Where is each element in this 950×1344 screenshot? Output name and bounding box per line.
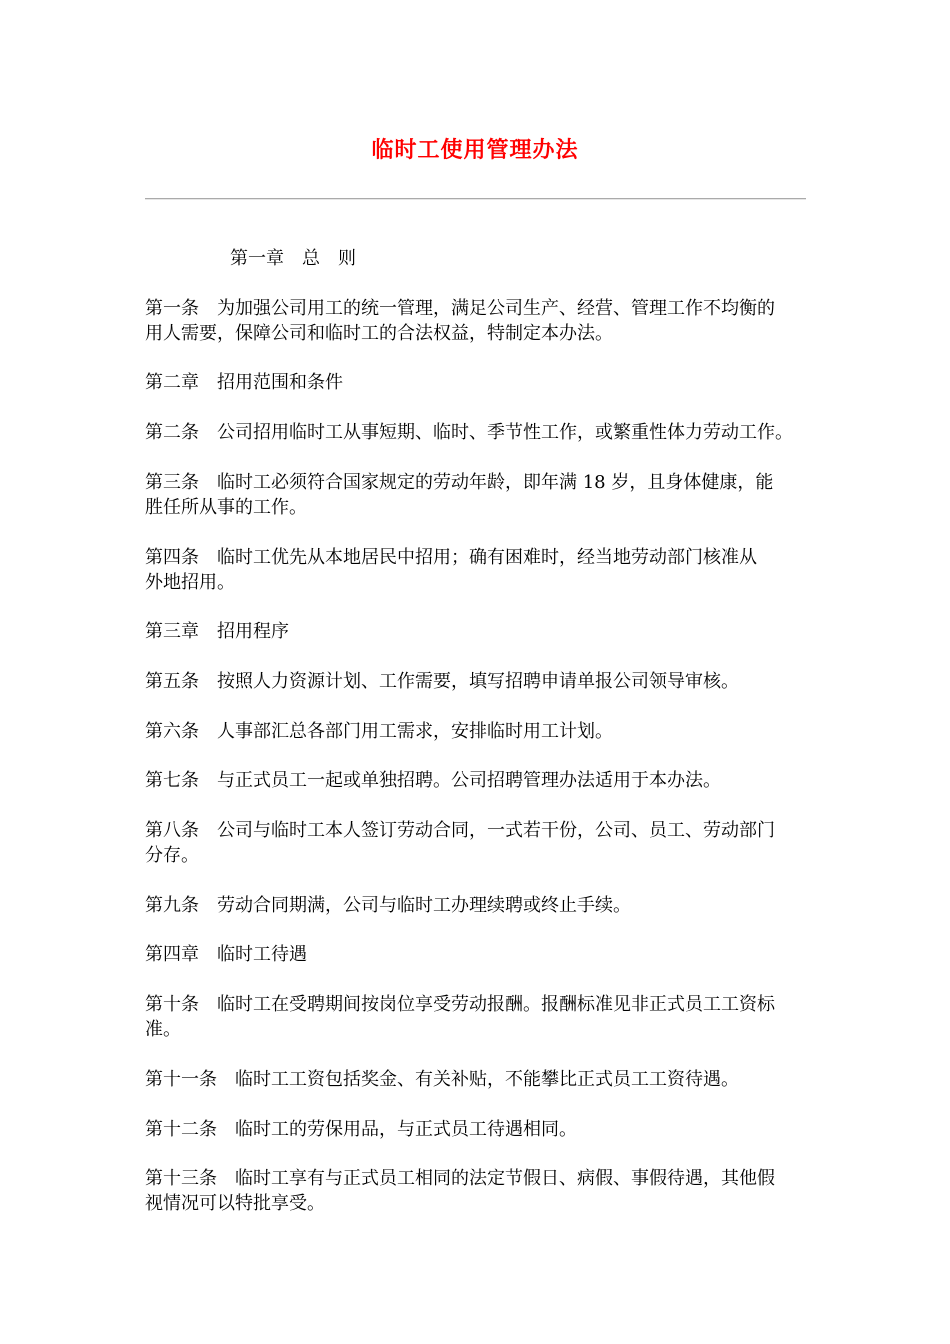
paragraph-line: 第十条 临时工在受聘期间按岗位享受劳动报酬。报酬标准见非正式员工工资标	[145, 994, 775, 1015]
document-title: 临时工使用管理办法	[371, 138, 579, 163]
paragraph-line: 第一章 总 则	[230, 248, 356, 269]
paragraph-line: 用人需要，保障公司和临时工的合法权益，特制定本办法。	[145, 323, 613, 344]
chapter-heading	[145, 370, 815, 395]
paragraph-line: 第五条 按照人力资源计划、工作需要，填写招聘申请单报公司领导审核。	[145, 671, 739, 692]
paragraph-line: 外地招用。	[145, 572, 235, 593]
article-paragraph	[145, 470, 815, 520]
paragraph-line: 第八条 公司与临时工本人签订劳动合同，一式若干份，公司、员工、劳动部门	[145, 820, 775, 841]
paragraph-line: 第七条 与正式员工一起或单独招聘。公司招聘管理办法适用于本办法。	[145, 770, 721, 791]
article-paragraph	[145, 545, 815, 595]
title-divider	[145, 198, 806, 200]
article-paragraph	[145, 992, 815, 1042]
paragraph-line: 第十二条 临时工的劳保用品，与正式员工待遇相同。	[145, 1119, 577, 1140]
paragraph-line: 第十一条 临时工工资包括奖金、有关补贴，不能攀比正式员工工资待遇。	[145, 1069, 739, 1090]
paragraph-line: 第十三条 临时工享有与正式员工相同的法定节假日、病假、事假待遇，其他假	[145, 1168, 775, 1189]
chapter-heading	[145, 619, 815, 644]
paragraph-line: 第一条 为加强公司用工的统一管理，满足公司生产、经营、管理工作不均衡的	[145, 298, 775, 319]
paragraph-line: 准。	[145, 1019, 181, 1040]
paragraph-line: 胜任所从事的工作。	[145, 497, 307, 518]
paragraph-line: 第二条 公司招用临时工从事短期、临时、季节性工作，或繁重性体力劳动工作。	[145, 422, 793, 443]
article-paragraph	[145, 719, 815, 744]
article-paragraph	[145, 296, 815, 346]
paragraph-line: 视情况可以特批享受。	[145, 1193, 325, 1214]
chapter-heading	[145, 942, 815, 967]
paragraph-line: 第六条 人事部汇总各部门用工需求，安排临时用工计划。	[145, 721, 613, 742]
paragraph-line: 第四条 临时工优先从本地居民中招用；确有困难时，经当地劳动部门核准从	[145, 547, 757, 568]
article-paragraph	[145, 1166, 815, 1216]
article-paragraph	[145, 669, 815, 694]
paragraph-line: 分存。	[145, 845, 199, 866]
article-paragraph	[145, 893, 815, 918]
article-paragraph	[145, 1067, 815, 1092]
paragraph-line: 第二章 招用范围和条件	[145, 372, 343, 393]
article-paragraph	[145, 768, 815, 793]
article-paragraph	[145, 1117, 815, 1142]
paragraph-line: 第三章 招用程序	[145, 621, 289, 642]
article-paragraph	[145, 420, 815, 445]
paragraph-line: 第四章 临时工待遇	[145, 944, 307, 965]
chapter-heading	[230, 246, 900, 271]
article-paragraph	[145, 818, 815, 868]
paragraph-line: 第三条 临时工必须符合国家规定的劳动年龄，即年满 18 岁，且身体健康，能	[145, 472, 774, 493]
paragraph-line: 第九条 劳动合同期满，公司与临时工办理续聘或终止手续。	[145, 895, 631, 916]
